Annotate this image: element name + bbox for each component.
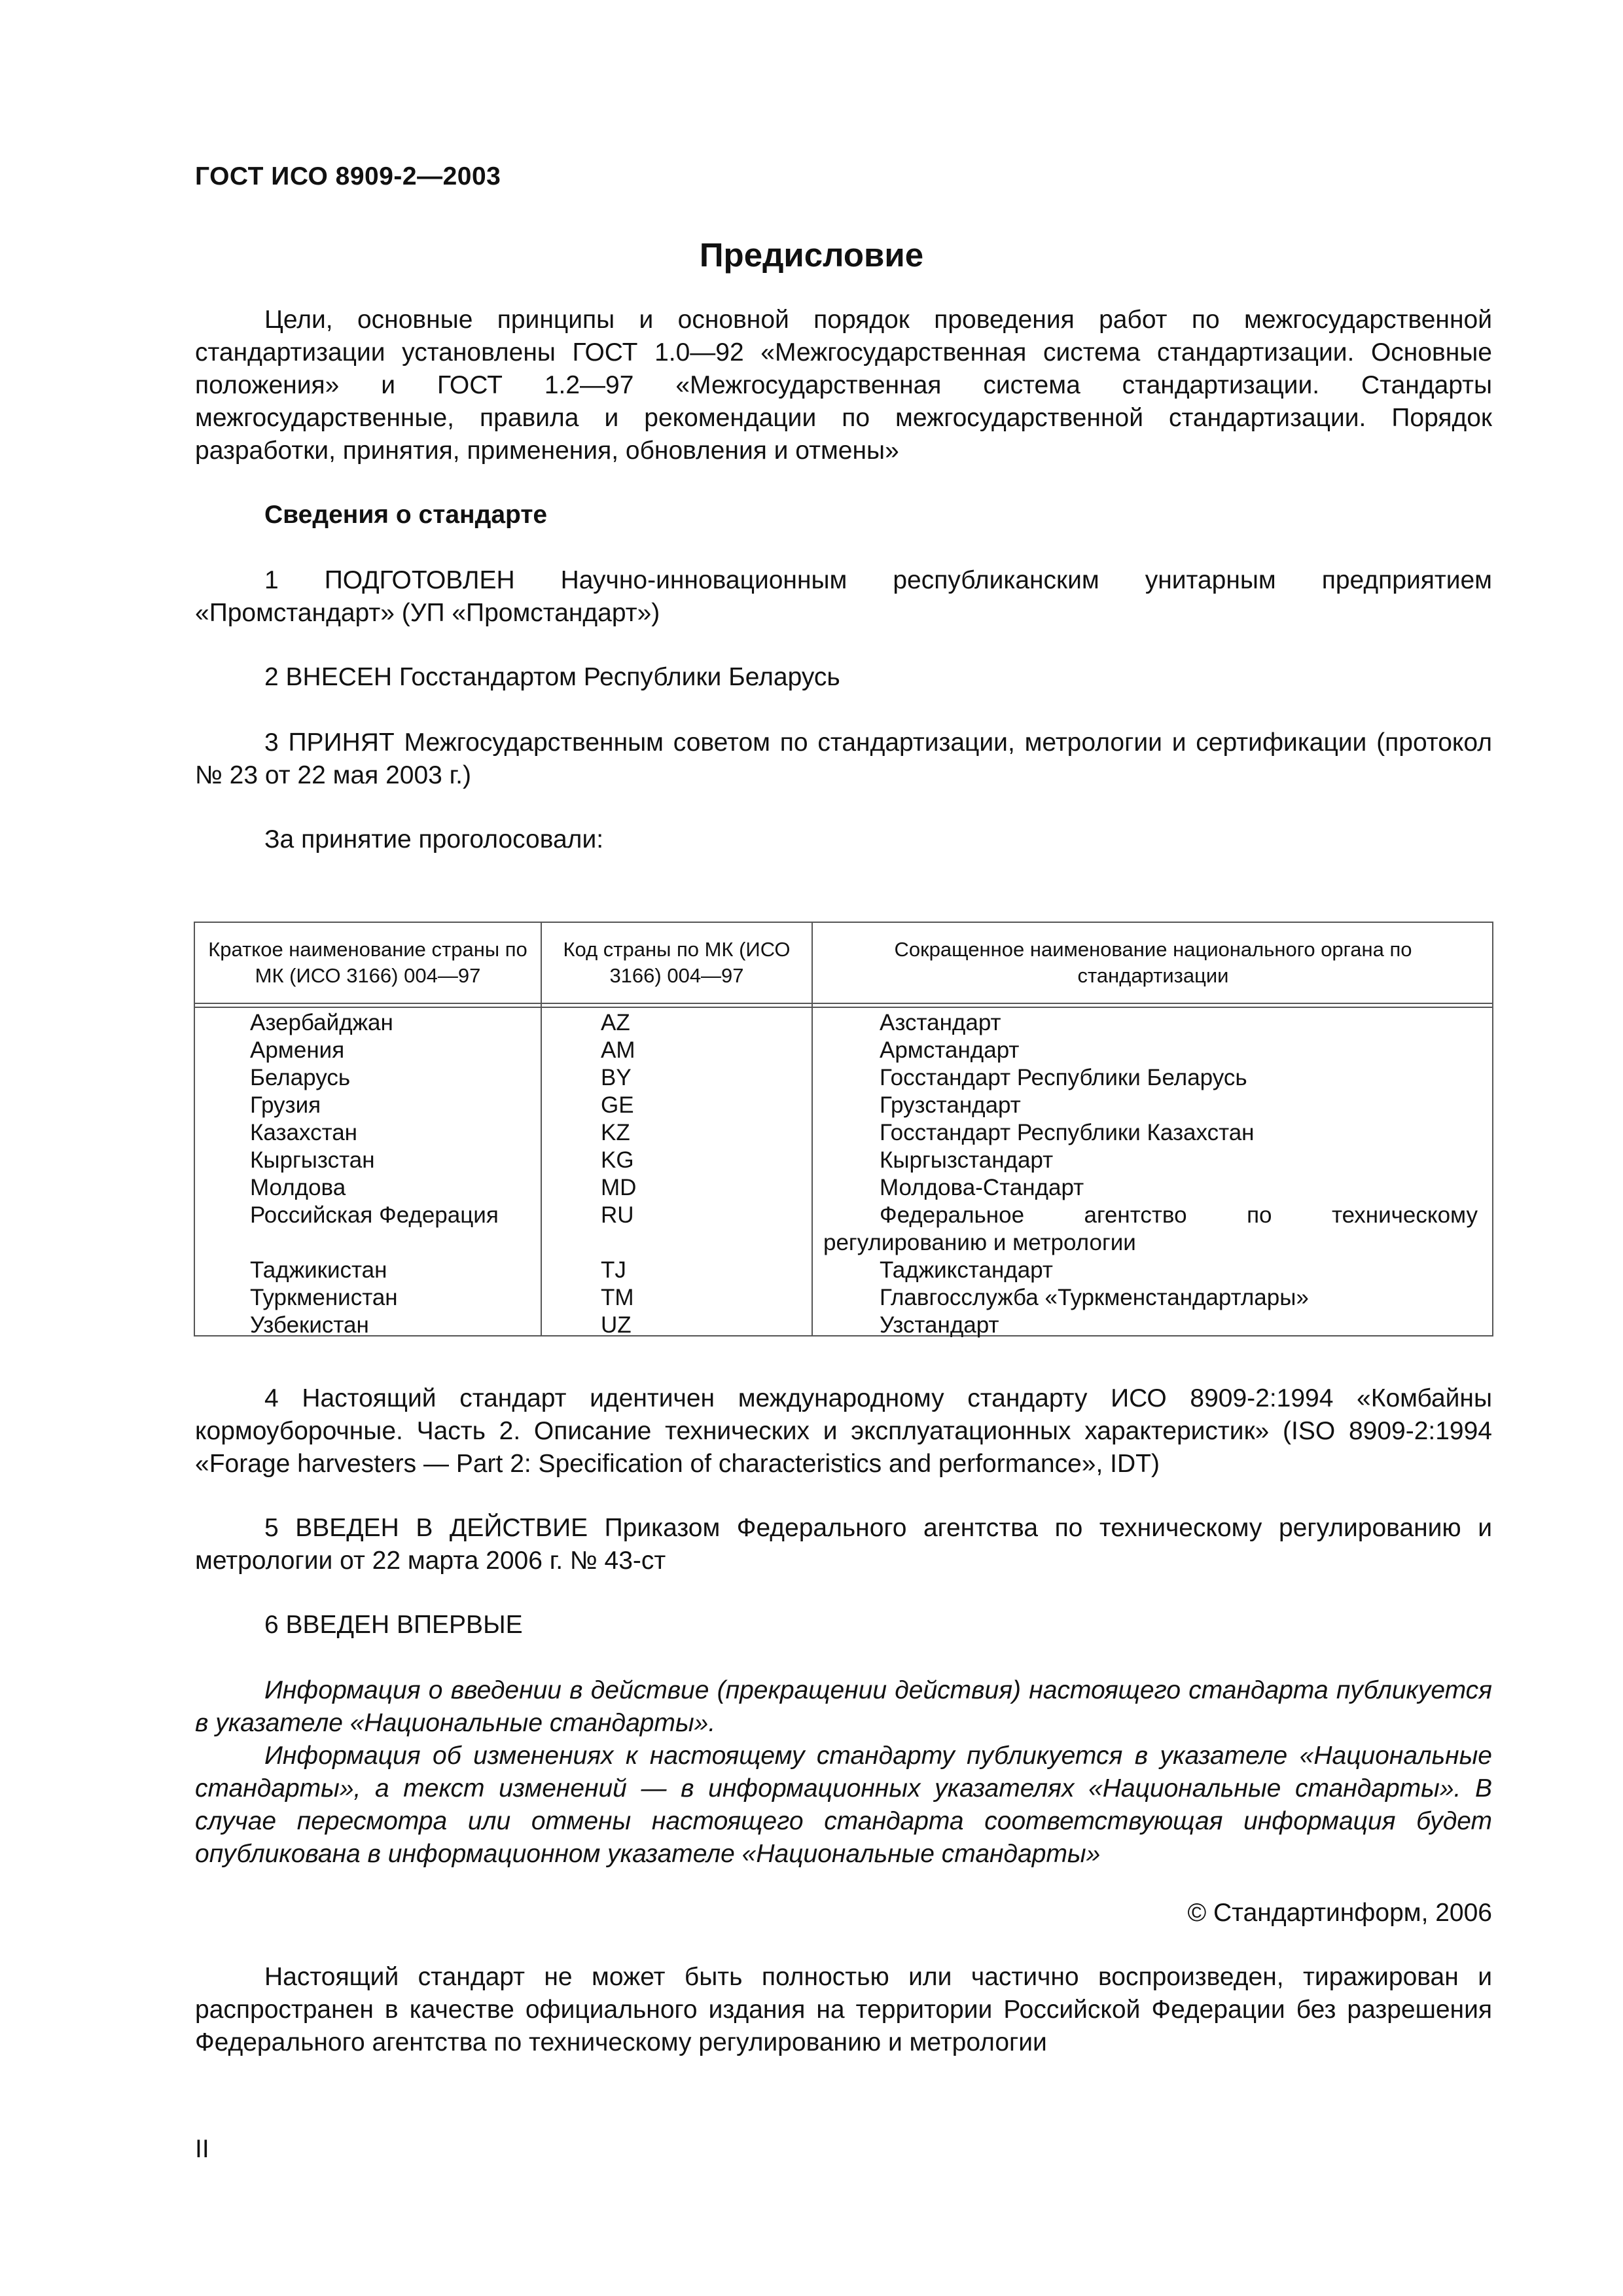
body-cell [823,1119,1478,1147]
body-cell: Федеральное агентство по техническому регулированию и метрологии [823,1202,1478,1255]
body-cell [823,1174,1478,1202]
item-6 [195,1609,1492,1641]
copyright-line [195,1897,1492,1929]
code-cell: KG [601,1147,634,1173]
table-row [195,1147,1492,1174]
country-cell: Казахстан [250,1120,358,1145]
body-cell-text: Таджикстандарт [880,1257,1053,1283]
table-row [195,1119,1492,1147]
table-row [195,1284,1492,1312]
item-3 [195,726,1492,792]
code-cell: MD [601,1175,637,1200]
body-cell [823,1147,1478,1174]
table-row [195,1064,1492,1092]
body-cell [823,1009,1478,1037]
info-heading: Сведения о стандарте [264,501,548,529]
body-cell-text: Госстандарт Республики Беларусь [880,1065,1247,1090]
country-cell: Узбекистан [250,1312,369,1338]
code-cell: GE [601,1092,634,1118]
item-5 [195,1512,1492,1577]
country-cell: Армения [250,1037,345,1063]
table-row [195,1202,1492,1257]
body-cell [823,1037,1478,1064]
code-cell: TM [601,1285,634,1310]
table-row [195,1092,1492,1119]
body-cell [823,1257,1478,1284]
body-cell-text: Азстандарт [880,1010,1001,1035]
country-cell: Таджикистан [250,1257,387,1283]
country-cell: Грузия [250,1092,321,1118]
copyright-text: © Стандартинформ, 2006 [1187,1899,1492,1927]
reproduction-text: Настоящий стандарт не может быть полностью или частично воспроизведен, тиражирован и распространен в качестве официального издания на территории Российской Федерации без разрешения Федерального агентства по техническому регулированию и метрологии [195,1963,1492,2056]
item-1-text: 1 ПОДГОТОВЛЕН Научно-инновационным республиканским унитарным предприятием «Промстандарт» (УП «Промстандарт») [195,566,1492,627]
intro-paragraph [195,304,1492,467]
body-cell [823,1092,1478,1119]
info-heading-block [195,499,1492,531]
item-4 [195,1382,1492,1480]
code-cell: AM [601,1037,635,1063]
country-cell: Туркменистан [250,1285,398,1310]
body-cell-text: Узстандарт [880,1312,999,1338]
page-number: II [195,2135,209,2163]
item-2 [195,661,1492,694]
country-cell: Азербайджан [250,1010,393,1035]
body-cell-text: Главгосслужба «Туркменстандартлары» [880,1285,1309,1310]
item-5-text: 5 ВВЕДЕН В ДЕЙСТВИЕ Приказом Федерального агентства по техническому регулированию и метрологии от 22 марта 2006 г. № 43-ст [195,1514,1492,1575]
voting-table [194,922,1493,1336]
table-header-country: Краткое наименование страны по МК (ИСО 3166) 004—97 [208,938,527,987]
body-cell-text: Госстандарт Республики Казахстан [880,1120,1255,1145]
item-2-text: 2 ВНЕСЕН Госстандартом Республики Беларусь [264,663,840,691]
item-4-text: 4 Настоящий стандарт идентичен международному стандарту ИСО 8909-2:1994 «Комбайны кормоуборочные. Часть 2. Описание технических и эксплуатационных характеристик» (ISO 8909-2:1994 «Forage harvesters — Part 2: Specification of characteristics and performance», IDT) [195,1384,1492,1478]
code-cell: BY [601,1065,632,1090]
notice-2: Информация об изменениях к настоящему стандарту публикуется в указателе «Национальные стандарты», а текст изменений — в информационных указателях «Национальные стандарты». В случае пересмотра или отмены настоящего стандарта соответствующая информация будет опубликована в информационном указателе «Национальные стандарты» [195,1742,1492,1868]
intro-text: Цели, основные принципы и основной порядок проведения работ по межгосударственной стандартизации установлены ГОСТ 1.0—92 «Межгосударственная система стандартизации. Основные положения» и ГОСТ 1.2—97 «Межгосударственная система стандартизации. Стандарты межгосударственные, правила и рекомендации по межгосударственной стандартизации. Порядок разработки, принятия, применения, обновления и отмены» [195,306,1492,465]
body-cell-text: Молдова-Стандарт [880,1175,1084,1200]
body-cell [823,1064,1478,1092]
table-row [195,1037,1492,1064]
body-cell-text: Кыргызстандарт [880,1147,1054,1173]
document-code: ГОСТ ИСО 8909-2—2003 [195,162,501,190]
voted-line [195,823,1492,856]
table-row [195,1257,1492,1284]
country-cell: Кыргызстан [250,1147,375,1173]
code-cell: RU [601,1202,634,1228]
code-cell: AZ [601,1010,630,1035]
table-row [195,1009,1492,1037]
body-cell [823,1284,1478,1312]
table-header-body: Сокращенное наименование национального органа по стандартизации [894,938,1412,987]
table-row [195,1174,1492,1202]
country-cell: Беларусь [250,1065,351,1090]
table-row [195,1312,1492,1339]
body-cell [823,1312,1478,1339]
body-cell-text: Армстандарт [880,1037,1020,1063]
item-3-text: 3 ПРИНЯТ Межгосударственным советом по стандартизации, метрологии и сертификации (протокол № 23 от 22 мая 2003 г.) [195,728,1492,789]
reproduction-notice [195,1961,1492,2059]
country-cell: Молдова [250,1175,346,1200]
item-6-text: 6 ВВЕДЕН ВПЕРВЫЕ [264,1611,523,1639]
notice-1: Информация о введении в действие (прекращении действия) настоящего стандарта публикуется в указателе «Национальные стандарты». [195,1676,1492,1737]
item-1 [195,564,1492,630]
table-body [195,1009,1492,1339]
notices-block [195,1674,1492,1871]
country-cell: Российская Федерация [250,1202,499,1228]
voted-text: За принятие проголосовали: [264,825,604,853]
table-header-code: Код страны по МК (ИСО 3166) 004—97 [563,938,791,987]
code-cell: KZ [601,1120,630,1145]
page-title: Предисловие [699,236,924,274]
code-cell: UZ [601,1312,632,1338]
body-cell-text: Грузстандарт [880,1092,1021,1118]
code-cell: TJ [601,1257,626,1283]
table-header-divider [195,1003,1492,1008]
